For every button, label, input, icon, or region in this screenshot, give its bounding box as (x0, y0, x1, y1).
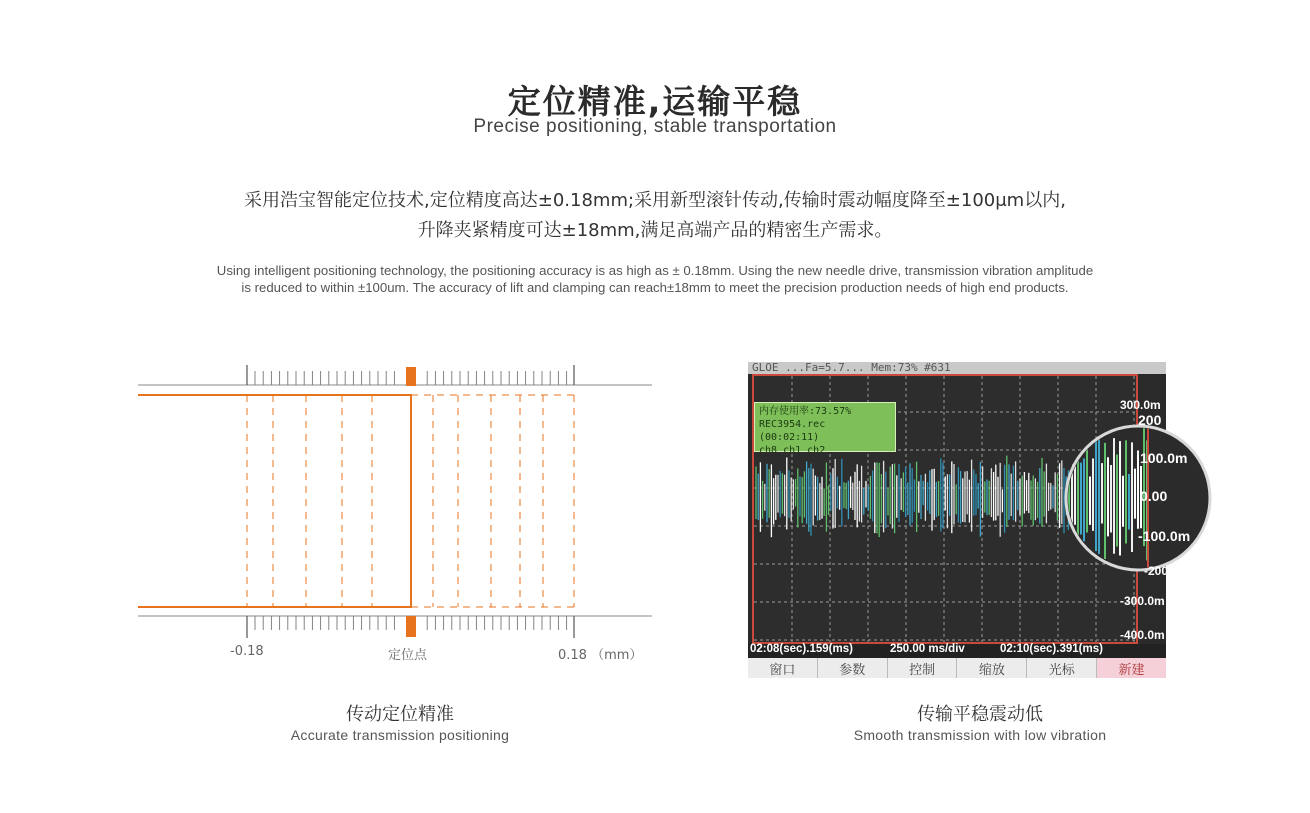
description-en (110, 262, 1200, 296)
y-label-1: 200 (1138, 412, 1162, 428)
screen-button-params: 参数 (817, 658, 887, 678)
screen-button-cursor: 光标 (1026, 658, 1096, 678)
screen-button-new: 新建 (1096, 658, 1166, 678)
info-line-3: ch8 ch1 ch2 (759, 445, 826, 456)
center-marker-top (406, 367, 416, 386)
description-en-line2: is reduced to within ±100um. The accuracy of lift and clamping can reach±18mm to meet the precision production needs of high end products. (241, 280, 1069, 295)
y-label-0: 300.0m (1120, 398, 1161, 412)
page-subtitle: Precise positioning, stable transportation (473, 116, 837, 137)
screen-topbar: GLOE ...Fa=5.7... Mem:73% #631 (748, 362, 1166, 374)
y-label-4: -100.0m (1138, 528, 1191, 544)
positioning-diagram (130, 355, 660, 665)
right-caption-cn: 传输平稳震动低 (917, 704, 1043, 725)
description-en-line1: Using intelligent positioning technology, the positioning accuracy is as high as ± 0.18mm. Using the new needle drive, transmission vibration amplitude (216, 263, 1094, 278)
y-label-7: -400.0m (1120, 628, 1165, 642)
description-cn (0, 186, 1310, 246)
vibration-screen (748, 361, 1191, 678)
description-cn-line1: 采用浩宝智能定位技术,定位精度高达±0.18mm;采用新型滚针传动,传输时震动幅度降至±100μm以内, (244, 190, 1066, 211)
left-caption-en: Accurate transmission positioning (290, 727, 510, 743)
status-time-div: 250.00 ms/div (890, 643, 965, 655)
center-marker-bottom (406, 616, 416, 637)
screen-button-row (748, 658, 1166, 678)
page-title: 定位精准,运输平稳 (507, 82, 803, 121)
label-center: 定位点 (388, 648, 428, 663)
status-start-time: 02:08(sec).159(ms) (750, 643, 853, 655)
info-line-1: 内存使用率:73.57% (759, 406, 852, 417)
right-caption-en: Smooth transmission with low vibration (853, 727, 1107, 743)
screen-button-window: 窗口 (769, 663, 796, 678)
info-line-2: REC3954.rec (00:02:11) (759, 419, 826, 443)
y-label-5: -200 (1144, 564, 1169, 578)
screen-button-control: 控制 (887, 658, 957, 678)
label-max: 0.18 （mm） (558, 648, 643, 663)
positioning-diagram-svg (130, 355, 660, 665)
screen-button-zoom: 缩放 (956, 658, 1026, 678)
description-cn-line2: 升降夹紧精度可达±18mm,满足高端产品的精密生产需求。 (417, 220, 893, 241)
magnifier-lens (748, 362, 1169, 678)
y-label-6: -300.0m (1120, 594, 1165, 608)
status-end-time: 02:10(sec).391(ms) (1000, 643, 1103, 655)
y-label-3: 0.00 (1140, 488, 1168, 504)
label-min: -0.18 (230, 644, 264, 659)
positioned-block-outline (138, 395, 411, 607)
y-label-2: 100.0m (1140, 450, 1188, 466)
left-caption-cn: 传动定位精准 (346, 704, 454, 725)
